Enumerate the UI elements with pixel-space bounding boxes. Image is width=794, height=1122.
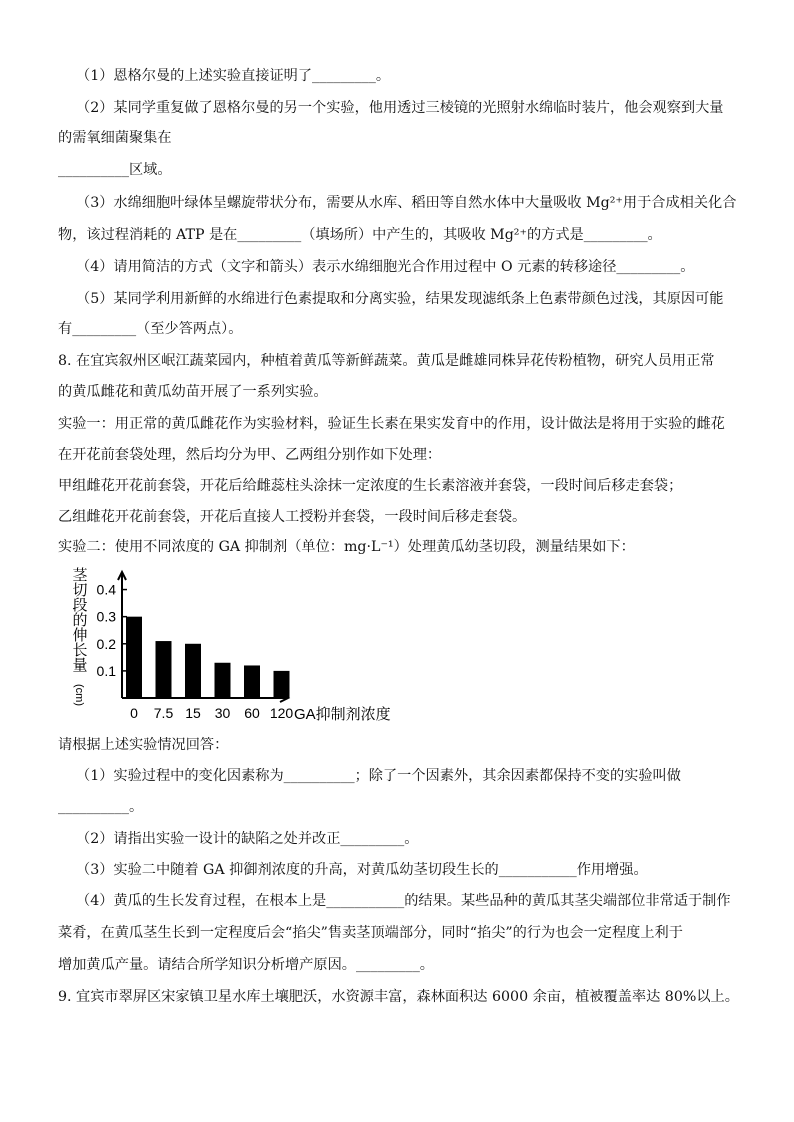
text-line-exp1_a: 实验一：用正常的黄瓜雌花作为实验材料，验证生长素在果实发育中的作用，设计做法是将用于实验的雌花 — [58, 416, 725, 432]
y-axis-title-char: 段 — [72, 597, 88, 614]
text-line-q8_3: （3）实验二中随着 GA 抑御剂浓度的升高，对黄瓜幼茎切段生长的___________作用增强。 — [76, 862, 648, 878]
text-line-q7_2c: __________区域。 — [58, 162, 172, 178]
y-tick-label: 0.2 — [96, 635, 116, 652]
text-line-exp1_c: 甲组雌花开花前套袋，开花后给雌蕊柱头涂抹一定浓度的生长素溶液并套袋，一段时间后移走套袋； — [58, 478, 683, 494]
text-line-q8_2: （2）请指出实验一设计的缺陷之处并改正_________。 — [76, 831, 419, 847]
text-line-ask: 请根据上述实验情况回答： — [58, 737, 229, 753]
text-line-q7_1: （1）恩格尔曼的上述实验直接证明了_________。 — [76, 68, 391, 84]
y-axis-title-char: 伸 — [72, 627, 88, 644]
y-axis-title-char: 长 — [72, 642, 88, 659]
text-line-q8_a: 8. 在宜宾叙州区岷江蔬菜园内，种植着黄瓜等新鲜蔬菜。黄瓜是雌雄同株异花传粉植物，研究人员用正常 — [58, 353, 715, 369]
text-line-exp1_d: 乙组雌花开花前套袋，开花后直接人工授粉并套袋，一段时间后移走套袋。 — [58, 509, 527, 525]
bar-0 — [126, 617, 142, 698]
bar-120 — [274, 671, 290, 698]
text-line-q8_1a: （1）实验过程中的变化因素称为__________；除了一个因素外，其余因素都保持不变的实验叫做 — [76, 768, 681, 784]
text-line-q8_4a: （4）黄瓜的生长发育过程，在根本上是___________的结果。某些品种的黄瓜其茎尖端部位非常适于制作 — [76, 893, 731, 909]
x-tick-label: 60 — [244, 705, 260, 721]
text-line-q7_4: （4）请用简洁的方式（文字和箭头）表示水绵细胞光合作用过程中 O 元素的转移途径_________。 — [76, 259, 695, 275]
text-line-q8_4b: 菜肴，在黄瓜茎生长到一定程度后会“掐尖”售卖茎顶端部分，同时“掐尖”的行为也会一定程度上利于 — [58, 925, 683, 941]
y-axis-title-char: 茎 — [72, 567, 88, 584]
bar-chart — [60, 566, 420, 726]
text-line-q7_2b: 的需氧细菌聚集在 — [58, 130, 172, 146]
text-line-q7_3b: 物，该过程消耗的 ATP 是在_________（填场所）中产生的，其吸收 Mg²⁺的方式是_________。 — [58, 227, 662, 243]
text-line-q8_1b: __________。 — [58, 799, 144, 815]
text-line-exp1_b: 在开花前套袋处理，然后均分为甲、乙两组分别作如下处理： — [58, 447, 442, 463]
text-line-q7_3a: （3）水绵细胞叶绿体呈螺旋带状分布，需要从水库、稻田等自然水体中大量吸收 Mg²⁺用于合成相关化合 — [76, 195, 737, 211]
y-axis-title-char: 的 — [72, 612, 88, 629]
bar-15 — [185, 644, 201, 698]
x-tick-label: 7.5 — [153, 705, 174, 721]
y-axis-title-char: 切 — [72, 582, 88, 599]
y-tick-label: 0.1 — [96, 662, 116, 679]
y-axis-unit: (cm) — [73, 684, 85, 706]
x-tick-label: 120 — [269, 705, 294, 721]
text-line-q7_5b: 有_________（至少答两点）。 — [58, 321, 243, 337]
text-line-q7_2a: （2）某同学重复做了恩格尔曼的另一个实验，他用透过三棱镜的光照射水绵临时装片，他会观察到大量 — [76, 100, 724, 116]
text-line-q8_b: 的黄瓜雌花和黄瓜幼苗开展了一系列实验。 — [58, 384, 328, 400]
bar-60 — [244, 665, 260, 698]
x-tick-label: 30 — [214, 705, 231, 721]
text-line-q7_5a: （5）某同学利用新鲜的水绵进行色素提取和分离实验，结果发现滤纸条上色素带颜色过浅，其原因可能 — [76, 291, 724, 307]
text-line-exp2: 实验二：使用不同浓度的 GA 抑制剂（单位：mg·L⁻¹）处理黄瓜幼茎切段，测量结果如下： — [58, 539, 635, 555]
y-tick-label: 0.4 — [96, 581, 116, 598]
y-axis-title-char: 量 — [72, 657, 88, 674]
text-line-q8_4c: 增加黄瓜产量。请结合所学知识分析增产原因。_________。 — [58, 957, 434, 973]
bar-30 — [215, 663, 231, 698]
x-tick-label: 0 — [130, 705, 138, 721]
bar-7.5 — [156, 641, 172, 698]
y-tick-label: 0.3 — [96, 608, 116, 625]
text-line-q9: 9. 宜宾市翠屏区宋家镇卫星水库土壤肥沃，水资源丰富，森林面积达 6000 余亩，植被覆盖率达 80%以上。 — [58, 989, 739, 1005]
x-tick-label: 15 — [185, 705, 201, 721]
x-axis-title: GA抑制剂浓度 — [294, 706, 391, 723]
